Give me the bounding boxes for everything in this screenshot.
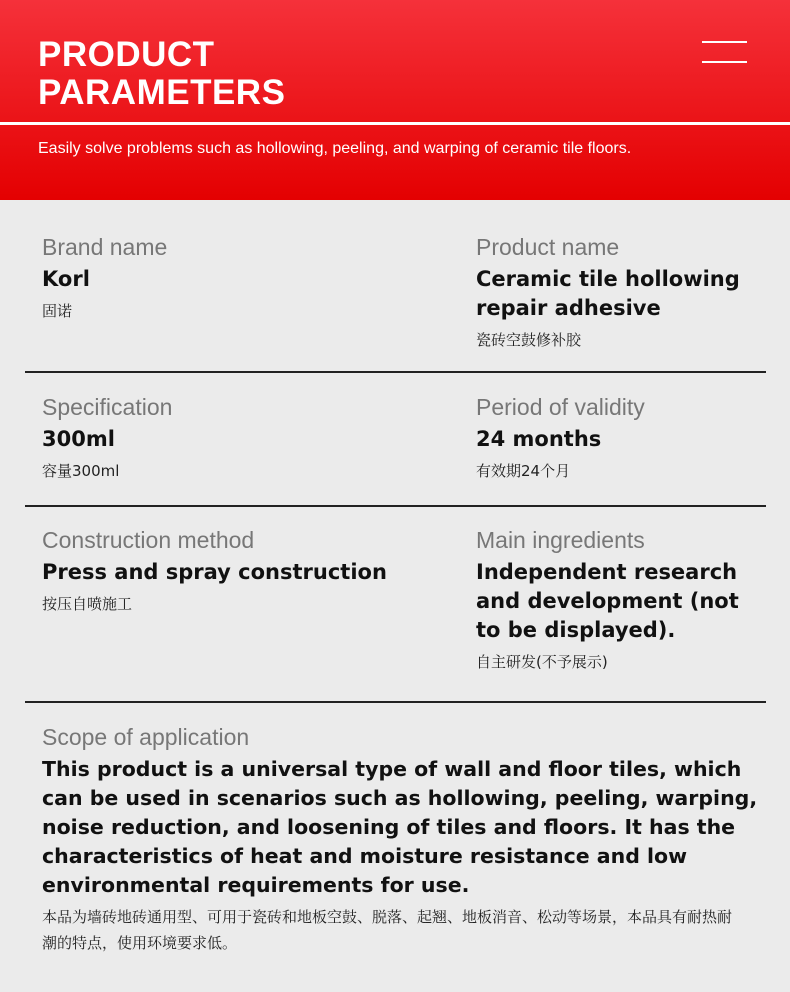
param-label: Product name	[476, 234, 620, 260]
menu-icon[interactable]	[702, 41, 747, 63]
param-value: Press and spray construction	[42, 560, 387, 584]
param-cn: 按压自喷施工	[42, 595, 133, 613]
page-title	[38, 36, 285, 112]
title-line-1: PRODUCT	[38, 35, 215, 74]
param-cn: 容量300ml	[42, 462, 120, 480]
param-product-name	[476, 232, 756, 353]
param-label: Main ingredients	[476, 527, 645, 553]
param-value: Independent research and development (not to be displayed).	[476, 560, 739, 642]
title-line-2: PARAMETERS	[38, 73, 286, 112]
param-value: Ceramic tile hollowing repair adhesive	[476, 267, 740, 320]
param-main-ingredients	[476, 525, 766, 675]
param-cn: 有效期24个月	[476, 462, 571, 480]
param-cn: 固诺	[42, 302, 73, 320]
param-value: 300ml	[42, 427, 115, 451]
param-value: Korl	[42, 267, 90, 291]
header-divider	[0, 122, 790, 125]
divider	[25, 701, 766, 703]
param-scope	[42, 722, 762, 956]
divider	[25, 371, 766, 373]
param-cn: 本品为墙砖地砖通用型、可用于瓷砖和地板空鼓、脱落、起翘、地板消音、松动等场景，本品具有耐热耐潮的特点，使用环境要求低。	[42, 908, 733, 952]
param-brand-name	[42, 232, 442, 324]
header-banner	[0, 0, 790, 200]
param-label: Brand name	[42, 234, 168, 260]
param-value: 24 months	[476, 427, 602, 451]
subtitle: Easily solve problems such as hollowing, peeling, and warping of ceramic tile floors.	[38, 140, 632, 157]
param-cn: 自主研发(不予展示)	[476, 653, 608, 671]
param-label: Construction method	[42, 527, 255, 553]
param-validity	[476, 392, 766, 484]
param-label: Period of validity	[476, 394, 645, 420]
param-cn: 瓷砖空鼓修补胶	[476, 331, 582, 349]
param-label: Specification	[42, 394, 173, 420]
param-construction-method	[42, 525, 462, 617]
param-label: Scope of application	[42, 724, 250, 750]
param-specification	[42, 392, 442, 484]
divider	[25, 505, 766, 507]
param-value: This product is a universal type of wall and floor tiles, which can be used in scenarios such as hollowing, peeling, warping, noise reduction, and loosening of tiles and floors. It has the characteristics of heat and moisture resistance and low environmental requirements for use.	[42, 757, 758, 897]
